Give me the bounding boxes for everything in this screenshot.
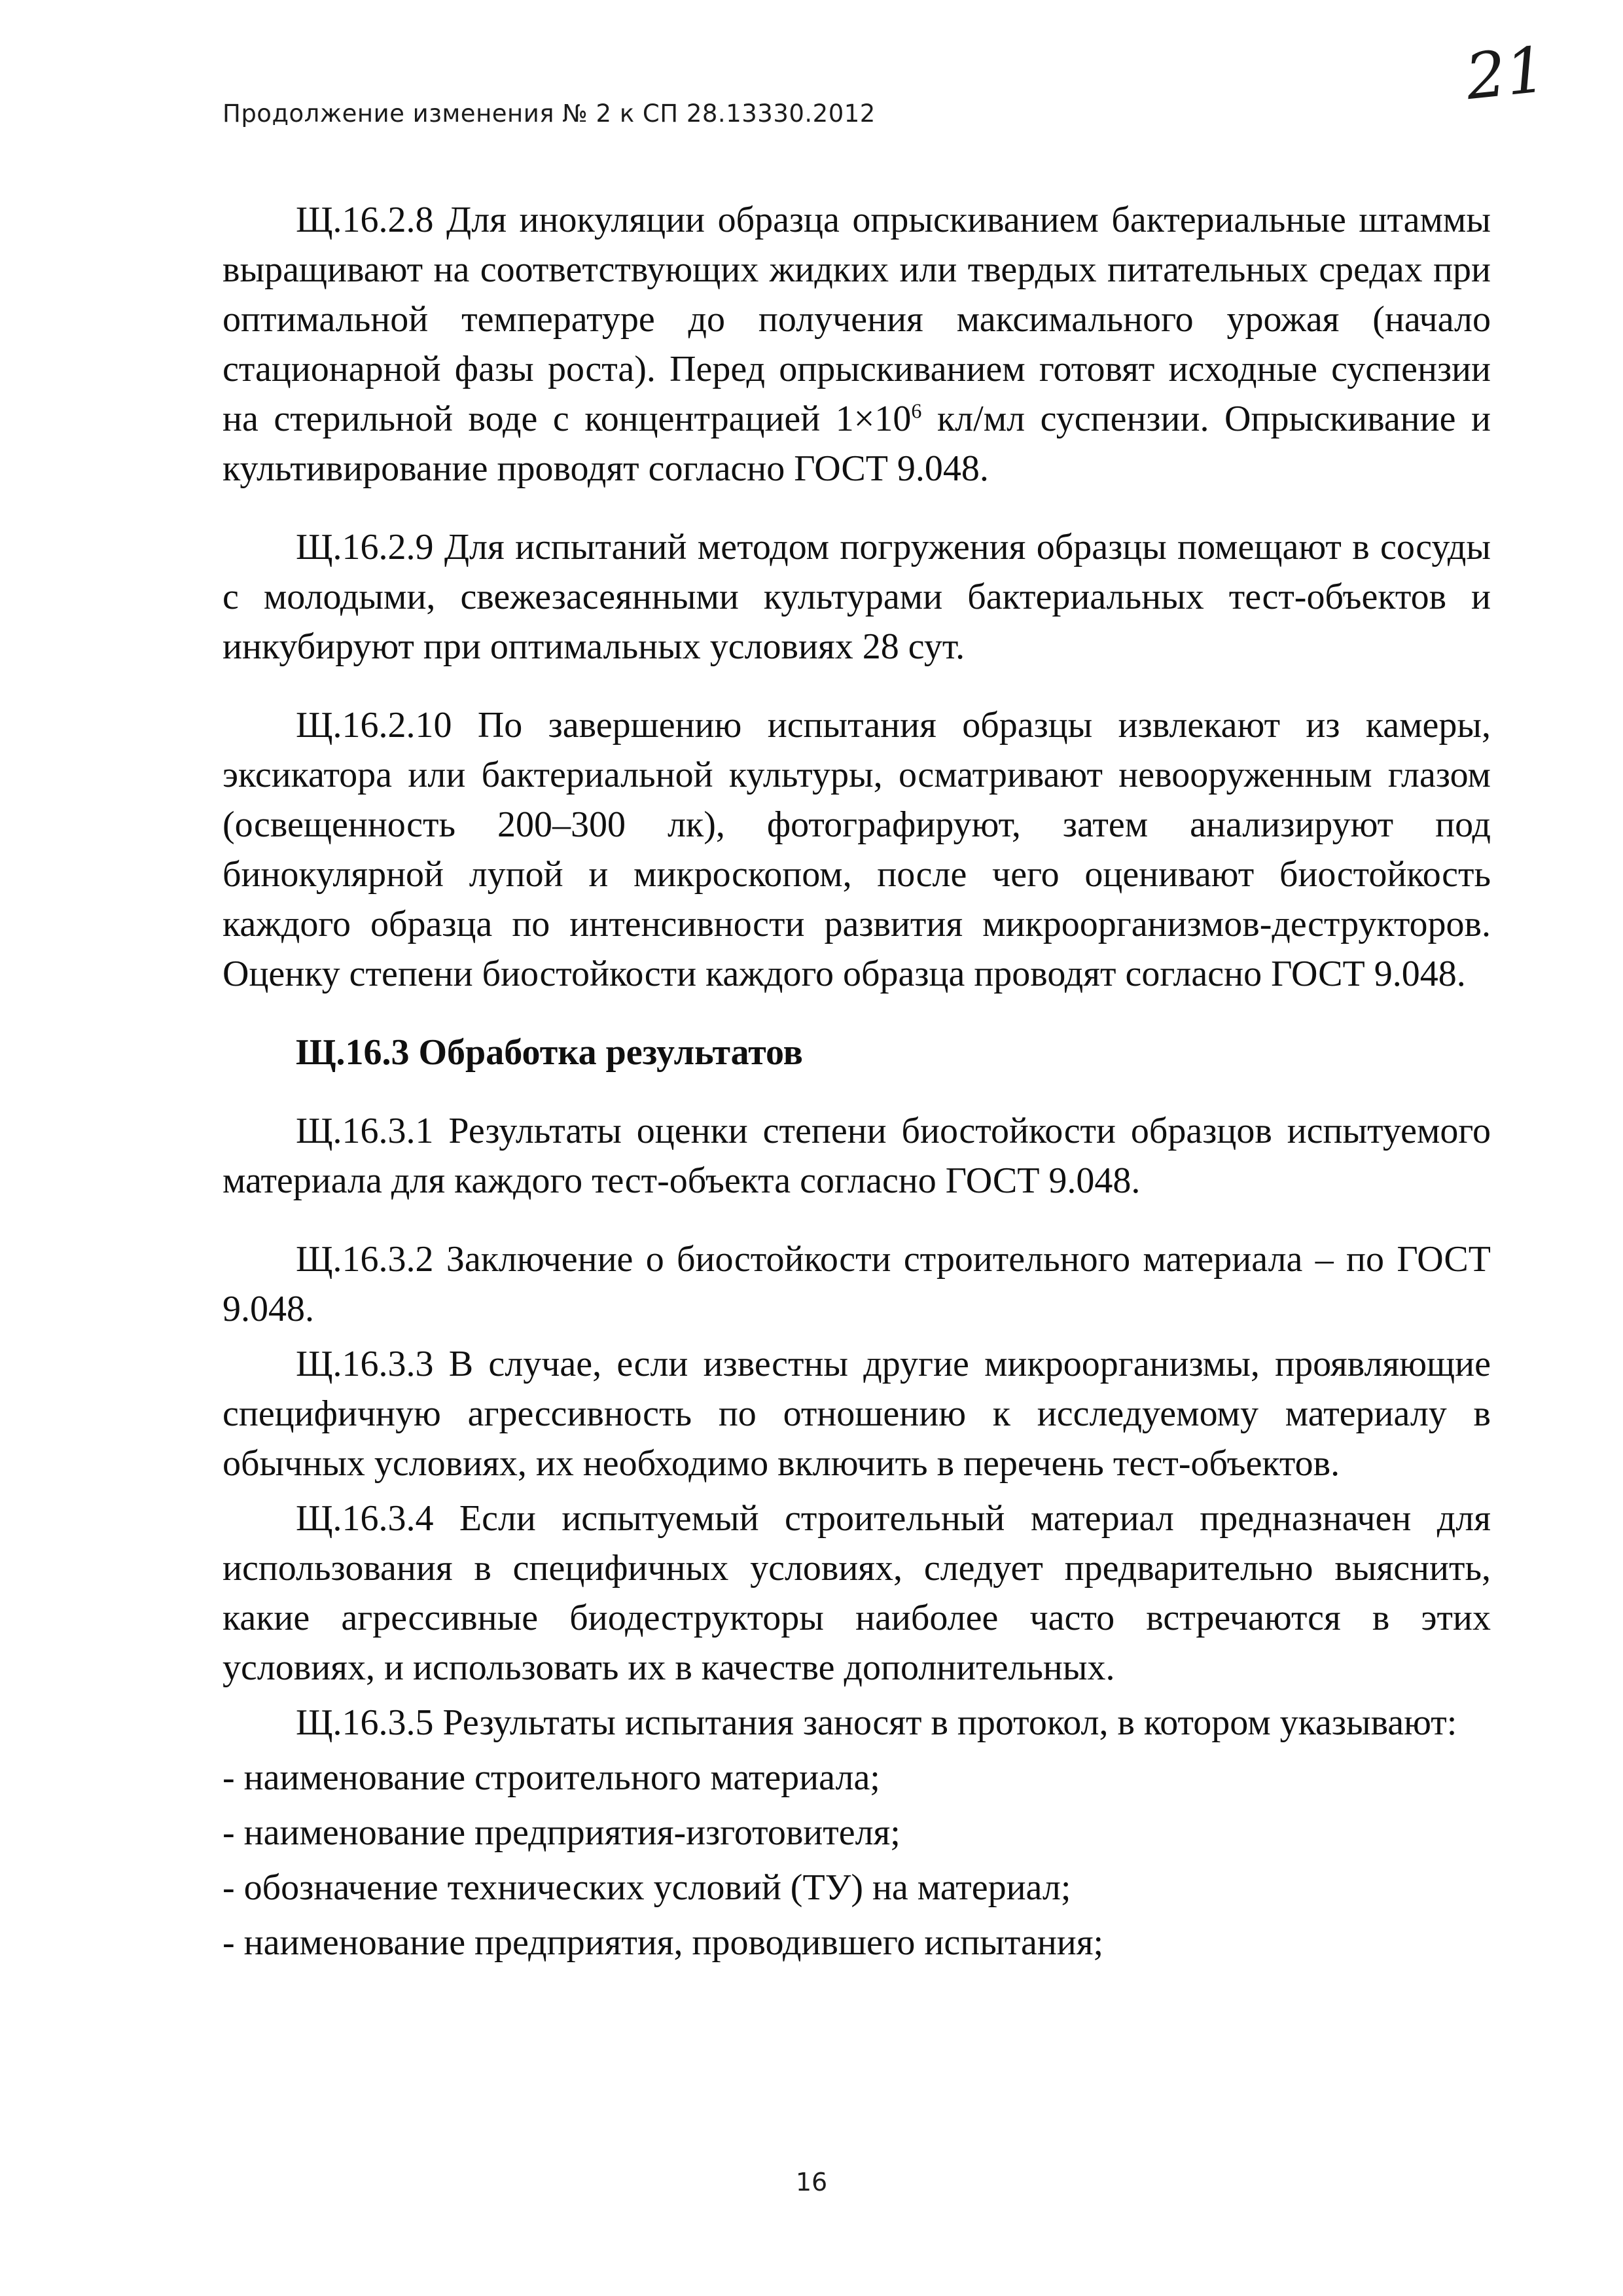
paragraph-16-2-10: Щ.16.2.10 По завершению испытания образцы извлекают из камеры, эксикатора или бактериальной культуры, осматривают невооруженным глазом (освещенность 200–300 лк), фотографируют, затем анализируют под бинокулярной лупой и микроскопом, после чего оценивают биостойкость каждого образца по интенсивности развития микроорганизмов-деструкторов. Оценку степени биостойкости каждого образца проводят согласно ГОСТ 9.048.: [223, 705, 1491, 994]
list-item: - наименование предприятия, проводившего испытания;: [223, 1922, 1104, 1963]
paragraph-16-2-9: Щ.16.2.9 Для испытаний методом погружения образцы помещают в сосуды с молодыми, свежезасеянными культурами бактериальных тест-объектов и инкубируют при оптимальных условиях 28 сут.: [223, 527, 1491, 667]
document-body: [223, 195, 1491, 1967]
page-number: 16: [795, 2168, 828, 2197]
paragraph-16-3-4: Щ.16.3.4 Если испытуемый строительный материал предназначен для использования в специфичных условиях, следует предварительно выяснить, какие агрессивные биодеструкторы наиболее часто встречаются в этих условиях, и использовать их в качестве дополнительных.: [223, 1498, 1491, 1688]
paragraph-16-3-2: Щ.16.3.2 Заключение о биостойкости строительного материала – по ГОСТ 9.048.: [223, 1239, 1491, 1329]
handwritten-page-mark: 21: [1462, 32, 1550, 115]
section-heading-16-3: Щ.16.3 Обработка результатов: [296, 1032, 803, 1073]
paragraph-16-3-5: Щ.16.3.5 Результаты испытания заносят в протокол, в котором указывают:: [296, 1702, 1457, 1743]
paragraph-16-2-8-text: Щ.16.2.8 Для инокуляции образца опрыскиванием бактериальные штаммы выращивают на соответствующих жидких или твердых питательных средах при оптимальной температуре до получения максимального урожая (начало стационарной фазы роста). Перед опрыскиванием готовят исходные суспензии на стерильной воде с концентрацией 1×10: [223, 200, 1491, 439]
paragraph-16-3-3: Щ.16.3.3 В случае, если известны другие микроорганизмы, проявляющие специфичную агрессивность по отношению к исследуемому материалу в обычных условиях, их необходимо включить в перечень тест-объектов.: [223, 1344, 1491, 1484]
paragraph-16-2-8: [223, 195, 1491, 493]
list-item: - наименование предприятия-изготовителя;: [223, 1812, 901, 1853]
paragraph-16-2-8-end: кл/мл суспензии. Опрыскивание и культивирование проводят согласно ГОСТ 9.048.: [223, 399, 1491, 489]
exponent: 6: [911, 399, 922, 423]
list-item: - наименование строительного материала;: [223, 1757, 880, 1798]
paragraph-16-3-1: Щ.16.3.1 Результаты оценки степени биостойкости образцов испытуемого материала для каждого тест-объекта согласно ГОСТ 9.048.: [223, 1111, 1491, 1201]
list-item: - обозначение технических условий (ТУ) на материал;: [223, 1867, 1071, 1908]
document-header: Продолжение изменения № 2 к СП 28.13330.2012: [223, 99, 876, 128]
